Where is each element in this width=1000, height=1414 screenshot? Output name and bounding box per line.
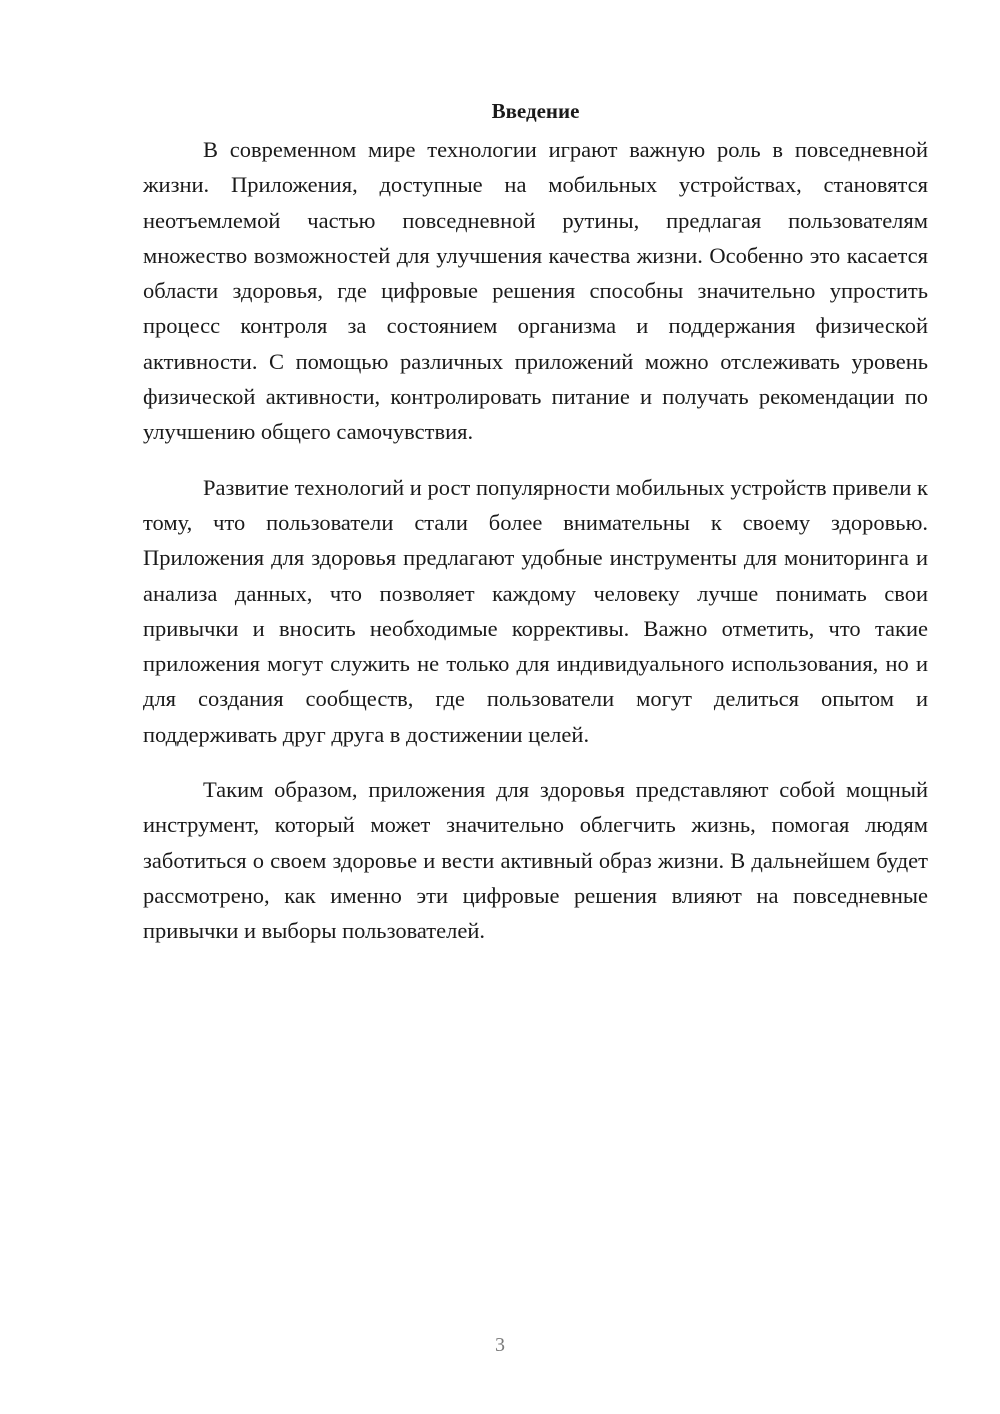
- paragraph-2: Развитие технологий и рост популярности мобильных устройств привели к тому, что пользователи стали более внимательны к своему здоровью. Приложения для здоровья предлагают удобные инструменты для мониторинга и анализа данных, что позволяет каждому человеку лучше понимать свои привычки и вносить необходимые коррективы. Важно отметить, что такие приложения могут служить не только для индивидуального использования, но и для создания сообществ, где пользователи могут делиться опытом и поддерживать друг друга в достижении целей.: [143, 474, 928, 747]
- paragraph-3: Таким образом, приложения для здоровья представляют собой мощный инструмент, который может значительно облегчить жизнь, помогая людям заботиться о своем здоровье и вести активный образ жизни. В дальнейшем будет рассмотрено, как именно эти цифровые решения влияют на повседневные привычки и выборы пользователей.: [143, 777, 928, 944]
- paragraph-1: В современном мире технологии играют важную роль в повседневной жизни. Приложения, доступные на мобильных устройствах, становятся неотъемлемой частью повседневной рутины, предлагая пользователям множество возможностей для улучшения качества жизни. Особенно это касается области здоровья, где цифровые решения способны значительно упростить процесс контроля за состоянием организма и поддержания физической активности. С помощью различных приложений можно отслеживать уровень физической активности, контролировать питание и получать рекомендации по улучшению общего самочувствия.: [143, 137, 928, 445]
- section-title: Введение: [491, 99, 580, 123]
- page-content: [143, 96, 928, 969]
- page-number: 3: [495, 1334, 505, 1356]
